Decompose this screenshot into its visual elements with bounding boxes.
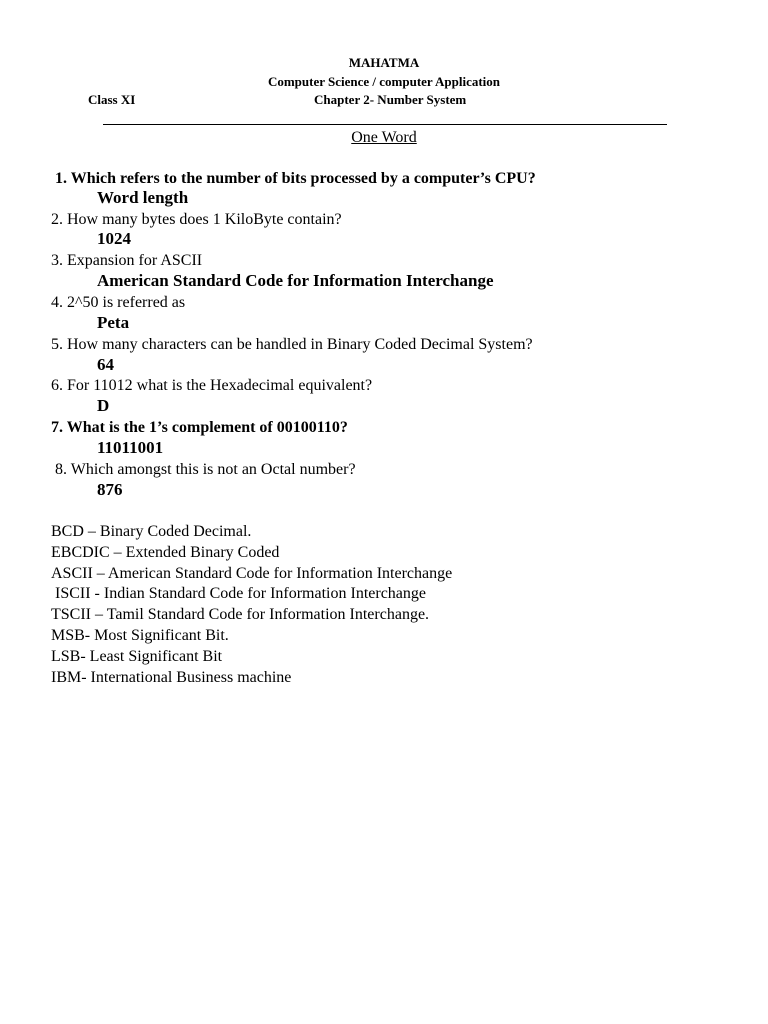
question-2: 2. How many bytes does 1 KiloByte contain? <box>51 211 342 228</box>
answer-5: 64 <box>97 355 114 374</box>
question-4: 4. 2^50 is referred as <box>51 294 186 311</box>
subject-title: Computer Science / computer Application <box>267 74 501 89</box>
abbreviation-item: MSB- Most Significant Bit. <box>51 627 229 644</box>
school-name: MAHATMA <box>348 55 420 70</box>
question-1: 1. Which refers to the number of bits processed by a computer’s CPU? <box>55 170 536 187</box>
answer-7: 11011001 <box>97 438 164 457</box>
abbreviation-item: LSB- Least Significant Bit <box>51 648 223 665</box>
answer-8: 876 <box>97 480 123 499</box>
question-8: 8. Which amongst this is not an Octal number? <box>55 461 356 478</box>
question-5: 5. How many characters can be handled in Binary Coded Decimal System? <box>51 336 533 353</box>
answer-6: D <box>97 396 110 415</box>
section-title-text: One Word <box>351 129 417 146</box>
abbreviation-item: IBM- International Business machine <box>51 669 292 686</box>
abbreviation-item: ASCII – American Standard Code for Information Interchange <box>51 565 453 582</box>
class-label: Class XI <box>88 92 136 107</box>
abbreviation-item: BCD – Binary Coded Decimal. <box>51 523 252 540</box>
answer-2: 1024 <box>97 229 131 248</box>
chapter-title: Chapter 2- Number System <box>314 92 467 107</box>
abbreviation-item: EBCDIC – Extended Binary Coded <box>51 544 280 561</box>
answer-3: American Standard Code for Information Interchange <box>97 271 494 290</box>
question-6: 6. For 11012 what is the Hexadecimal equivalent? <box>51 377 373 394</box>
answer-4: Peta <box>97 313 130 332</box>
answer-1: Word length <box>97 188 189 207</box>
abbreviation-item: TSCII – Tamil Standard Code for Information Interchange. <box>51 606 430 623</box>
question-3: 3. Expansion for ASCII <box>51 252 203 269</box>
question-7: 7. What is the 1’s complement of 00100110? <box>51 419 348 436</box>
abbreviation-item: ISCII - Indian Standard Code for Information Interchange <box>55 585 426 602</box>
section-title <box>0 128 768 147</box>
header-divider <box>103 124 667 125</box>
